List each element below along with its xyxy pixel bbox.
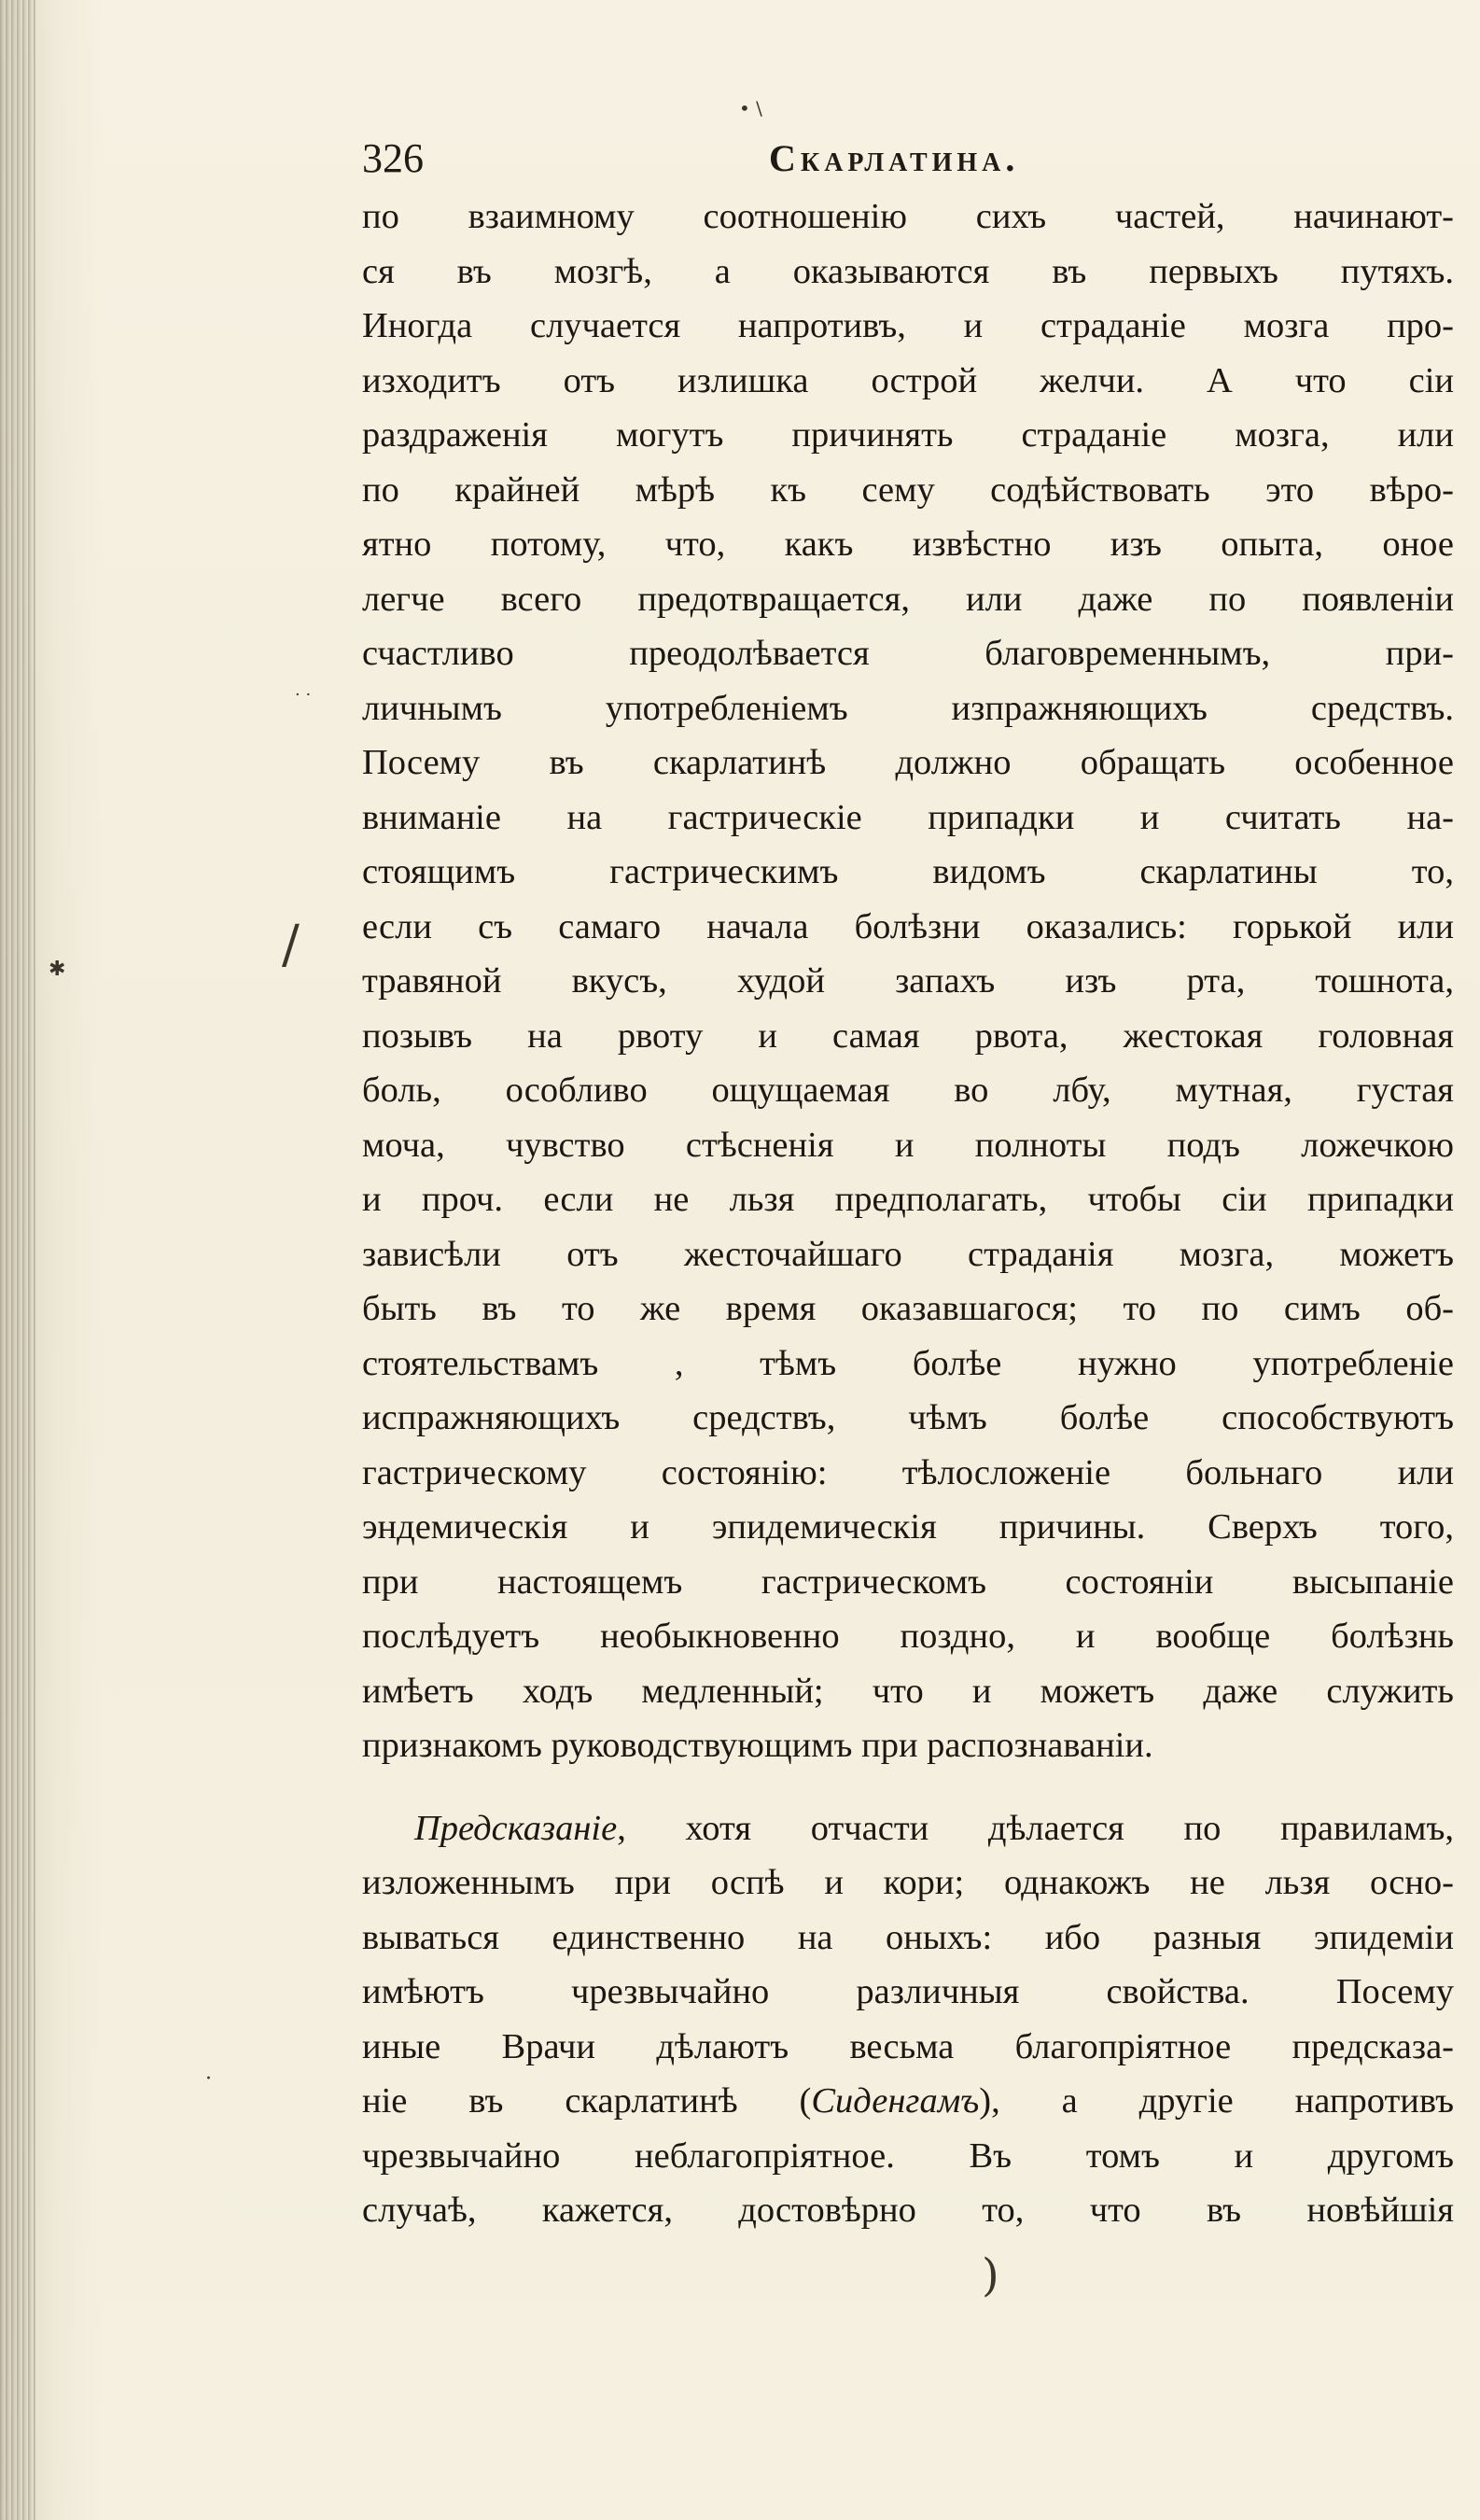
text-line: быть въ то же время оказавшагося; то по симъ об- bbox=[362, 1289, 1454, 1328]
margin-stroke: / bbox=[282, 915, 300, 975]
page-number: 326 bbox=[362, 135, 424, 181]
text-line: ся въ мозгѣ, а оказываются въ первыхъ путяхъ. bbox=[362, 251, 1454, 291]
text-line: гастрическому состоянію: тѣлосложеніе больнаго или bbox=[362, 1452, 1454, 1492]
text-line: ятно потому, что, какъ извѣстно изъ опыта, оное bbox=[362, 525, 1454, 564]
text-line: изходитъ отъ излишка острой желчи. А что сіи bbox=[362, 360, 1454, 400]
text-line: иные Врачи дѣлаютъ весьма благопріятное предсказа- bbox=[362, 2026, 1454, 2066]
text-line: стоятельствамъ , тѣмъ болѣе нужно употребленіе bbox=[362, 1343, 1454, 1383]
text-run: , хотя отчасти дѣлается по правиламъ, bbox=[617, 1808, 1454, 1848]
paragraph-gap bbox=[362, 1773, 1454, 1801]
paragraph-1 bbox=[362, 189, 1454, 1773]
text-line: стоящимъ гастрическимъ видомъ скарлатины то, bbox=[362, 852, 1454, 891]
text-line: признакомъ руководствующимъ при распознаваніи. bbox=[362, 1726, 1153, 1765]
text-line: вываться единственно на оныхъ: ибо разныя эпидеміи bbox=[362, 1917, 1454, 1957]
text-line: имѣетъ ходъ медленный; что и можетъ даже служить bbox=[362, 1671, 1454, 1711]
binding-edge bbox=[0, 0, 35, 2520]
text-line: вниманіе на гастрическіе припадки и считать на- bbox=[362, 797, 1454, 837]
ink-speck: ✱ bbox=[49, 958, 66, 981]
italic-name: Сиденгамъ bbox=[811, 2081, 980, 2121]
text-line: моча, чувство стѣсненія и полноты подъ ложечкою bbox=[362, 1125, 1454, 1165]
text-line: Иногда случается напротивъ, и страданіе мозга про- bbox=[362, 306, 1454, 345]
margin-stroke: ) bbox=[982, 2249, 999, 2302]
text-line: счастливо преодолѣвается благовременнымъ, при- bbox=[362, 634, 1454, 673]
ink-speck: • \ bbox=[739, 97, 762, 119]
text-line: при настоящемъ гастрическомъ состояніи высыпаніе bbox=[362, 1561, 1454, 1602]
text-line: если съ самаго начала болѣзни оказались: горькой или bbox=[362, 906, 1454, 946]
text-line: имѣютъ чрезвычайно различныя свойства. Посему bbox=[362, 1972, 1454, 2011]
paragraph-2 bbox=[362, 1801, 1454, 2238]
text-line: эндемическія и эпидемическія причины. Сверхъ того, bbox=[362, 1507, 1454, 1547]
text-line: испражняющихъ средствъ, чѣмъ болѣе способствуютъ bbox=[362, 1398, 1454, 1437]
text-line: и проч. если не льзя предполагать, чтобы сіи припадки bbox=[362, 1180, 1454, 1219]
ink-speck: · · bbox=[295, 685, 312, 705]
paragraph-2-lines bbox=[362, 1855, 1454, 2074]
text-line: боль, особливо ощущаемая во лбу, мутная, густая bbox=[362, 1071, 1454, 1110]
ink-speck: · bbox=[205, 2067, 212, 2091]
text-line bbox=[362, 2074, 1454, 2129]
text-line: личнымъ употребленіемъ изпражняющихъ средствъ. bbox=[362, 688, 1454, 728]
text-line bbox=[362, 1801, 1454, 1856]
running-title: Скарлатина. bbox=[769, 137, 1020, 179]
text-line: Посему въ скарлатинѣ должно обращать особенное bbox=[362, 743, 1454, 782]
text-line: чрезвычайно неблагопріятное. Въ томъ и другомъ bbox=[362, 2135, 1454, 2176]
body-text bbox=[362, 189, 1454, 2238]
text-run: ), а другіе напротивъ bbox=[979, 2081, 1454, 2121]
text-line: по взаимному соотношенію сихъ частей, начинают- bbox=[362, 197, 1454, 236]
text-line: травяной вкусъ, худой запахъ изъ рта, тошнота, bbox=[362, 961, 1454, 1001]
paragraph-2-final-lines bbox=[362, 2129, 1454, 2238]
italic-term: Предсказаніе bbox=[414, 1808, 618, 1848]
text-line: легче всего предотвращается, или даже по появленіи bbox=[362, 579, 1454, 619]
text-line: раздраженія могутъ причинять страданіе мозга, или bbox=[362, 415, 1454, 455]
text-line: изложеннымъ при оспѣ и кори; однакожъ не льзя осно- bbox=[362, 1863, 1454, 1902]
text-line: случаѣ, кажется, достовѣрно то, что въ новѣйшія bbox=[362, 2191, 1454, 2230]
page-header bbox=[362, 131, 1454, 187]
text-line: послѣдуетъ необыкновенно поздно, и вообще болѣзнь bbox=[362, 1617, 1454, 1656]
text-run: ніе въ скарлатинѣ ( bbox=[362, 2081, 812, 2121]
text-line: позывъ на рвоту и самая рвота, жестокая головная bbox=[362, 1015, 1454, 1056]
text-line: по крайней мѣрѣ къ сему содѣйствовать это вѣро- bbox=[362, 469, 1454, 510]
text-line: зависѣли отъ жесточайшаго страданія мозга, можетъ bbox=[362, 1234, 1454, 1274]
